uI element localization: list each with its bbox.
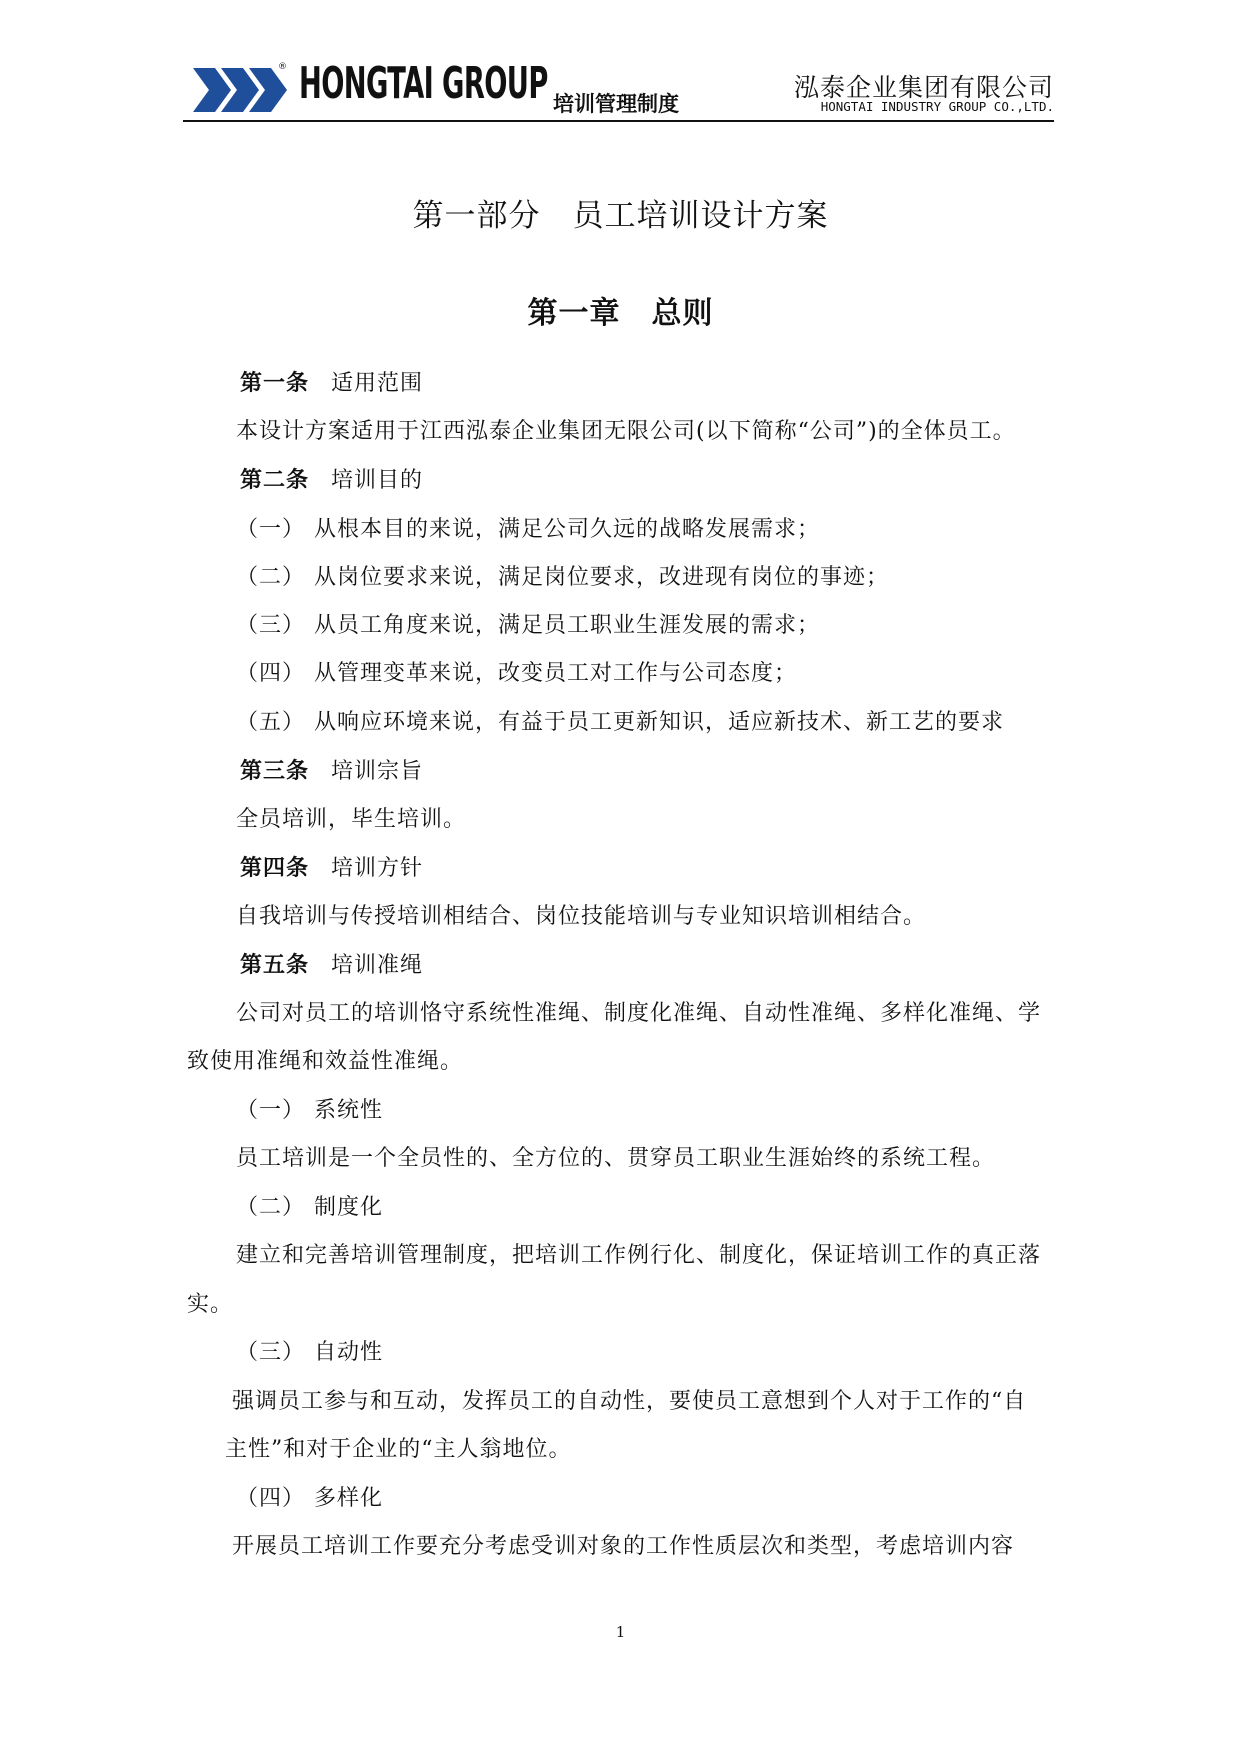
item-text: 从岗位要求来说，满足岗位要求，改进现有岗位的事迹； bbox=[314, 565, 890, 590]
article-title: 培训宗旨 bbox=[331, 759, 424, 784]
item-title: 多样化 bbox=[314, 1486, 384, 1511]
article-title: 培训目的 bbox=[331, 468, 424, 493]
article-4-heading bbox=[240, 851, 423, 882]
article-5-heading bbox=[240, 948, 423, 979]
item-title: 制度化 bbox=[314, 1195, 384, 1220]
principle-heading bbox=[236, 1190, 383, 1221]
brand-name: HONGTAI GROUP bbox=[299, 58, 548, 109]
article-4-body: 自我培训与传授培训相结合、岗位技能培训与专业知识培训相结合。 bbox=[236, 904, 927, 929]
principle-description-continued: 主性”和对于企业的“主人翁地位。 bbox=[225, 1437, 572, 1462]
document-name: 培训管理制度 bbox=[553, 92, 679, 116]
list-item bbox=[236, 705, 1004, 736]
principle-heading bbox=[236, 1335, 383, 1366]
item-number: （一） bbox=[236, 517, 306, 542]
brand-registered-mark: ® bbox=[278, 62, 287, 72]
article-number: 第四条 bbox=[240, 856, 310, 881]
chapter-title: 第一章 总则 bbox=[527, 296, 714, 331]
list-item bbox=[236, 512, 820, 543]
item-number: （四） bbox=[236, 661, 306, 686]
principle-description: 员工培训是一个全员性的、全方位的、贯穿员工职业生涯始终的系统工程。 bbox=[236, 1146, 996, 1171]
article-5-body-line-2: 致使用准绳和效益性准绳。 bbox=[187, 1049, 464, 1074]
item-number: （一） bbox=[236, 1098, 306, 1123]
article-number: 第五条 bbox=[240, 953, 310, 978]
item-text: 从根本目的来说，满足公司久远的战略发展需求； bbox=[314, 517, 821, 542]
article-2-heading bbox=[240, 463, 423, 494]
list-item bbox=[236, 608, 820, 639]
principle-heading bbox=[236, 1093, 383, 1124]
principle-description: 建立和完善培训管理制度，把培训工作例行化、制度化，保证培训工作的真正落 bbox=[236, 1243, 1042, 1268]
item-title: 系统性 bbox=[314, 1098, 384, 1123]
article-1-body: 本设计方案适用于江西泓泰企业集团无限公司(以下简称“公司”)的全体员工。 bbox=[236, 419, 1016, 444]
principle-heading bbox=[236, 1481, 383, 1512]
article-title: 培训方针 bbox=[331, 856, 424, 881]
item-number: （三） bbox=[236, 613, 306, 638]
item-number: （四） bbox=[236, 1486, 306, 1511]
principle-description-continued: 实。 bbox=[187, 1292, 234, 1317]
item-number: （三） bbox=[236, 1340, 306, 1365]
article-5-body-line-1: 公司对员工的培训恪守系统性准绳、制度化准绳、自动性准绳、多样化准绳、学 bbox=[236, 1001, 1042, 1026]
company-name-chinese: 泓泰企业集团有限公司 bbox=[793, 73, 1054, 102]
item-text: 从响应环境来说，有益于员工更新知识，适应新技术、新工艺的要求 bbox=[314, 710, 1005, 735]
company-name-english: HONGTAI INDUSTRY GROUP CO.,LTD. bbox=[820, 99, 1054, 114]
article-title: 适用范围 bbox=[331, 371, 424, 396]
article-3-heading bbox=[240, 754, 423, 785]
list-item bbox=[236, 656, 797, 687]
article-1-heading bbox=[240, 366, 423, 397]
item-number: （二） bbox=[236, 1195, 306, 1220]
article-number: 第二条 bbox=[240, 468, 310, 493]
page-number: 1 bbox=[615, 1623, 626, 1641]
part-title: 第一部分 员工培训设计方案 bbox=[412, 198, 829, 234]
article-3-body: 全员培训，毕生培训。 bbox=[236, 807, 467, 832]
list-item bbox=[236, 560, 889, 591]
principle-description: 强调员工参与和互动，发挥员工的自动性，要使员工意想到个人对于工作的“自 bbox=[232, 1389, 1027, 1414]
item-text: 从员工角度来说，满足员工职业生涯发展的需求； bbox=[314, 613, 821, 638]
principle-description: 开展员工培训工作要充分考虑受训对象的工作性质层次和类型，考虑培训内容 bbox=[232, 1534, 1015, 1559]
item-title: 自动性 bbox=[314, 1340, 384, 1365]
article-number: 第三条 bbox=[240, 759, 310, 784]
item-text: 从管理变革来说，改变员工对工作与公司态度； bbox=[314, 661, 798, 686]
item-number: （二） bbox=[236, 565, 306, 590]
item-number: （五） bbox=[236, 710, 306, 735]
article-number: 第一条 bbox=[240, 371, 310, 396]
hongtai-logo-icon bbox=[193, 66, 288, 114]
page-header bbox=[183, 58, 1054, 122]
article-title: 培训准绳 bbox=[331, 953, 424, 978]
